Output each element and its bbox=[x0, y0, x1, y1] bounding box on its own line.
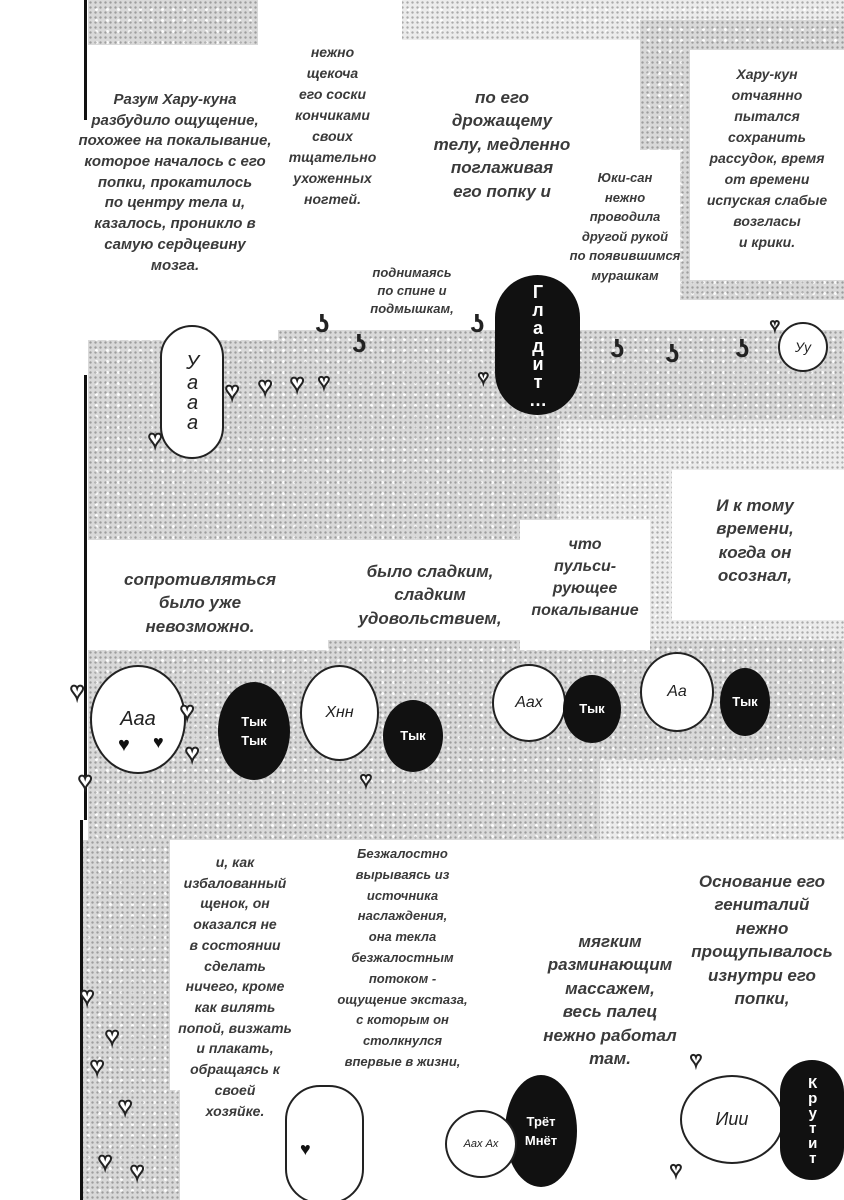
sfx-bubble-gladit: Гладит… bbox=[495, 275, 580, 415]
caption-po-ego: по его дрожащему телу, медленно поглаживая его попку и bbox=[433, 88, 571, 201]
heart-icon: ♥ bbox=[118, 1093, 133, 1120]
heart-icon: ♥ bbox=[185, 740, 200, 767]
heart-icon: ♥ bbox=[770, 317, 780, 334]
sfx-bubble-uaaa: Уааа bbox=[160, 325, 224, 459]
squiggle-mark: ʖ bbox=[610, 333, 625, 363]
squiggle-mark: ʖ bbox=[665, 338, 680, 368]
caption-nezhno: нежно щекоча его соски кончиками своих тщательно ухоженных ногтей. bbox=[288, 44, 377, 207]
sfx-bubble-aa: Аа bbox=[640, 652, 714, 732]
heart-icon: ♥ bbox=[478, 367, 489, 387]
heart-icon: ♥ bbox=[105, 1023, 120, 1050]
heart-icon: ♥ bbox=[225, 378, 240, 405]
heart-icon: ♥ bbox=[118, 734, 130, 756]
sfx-bubble-aah: Аах bbox=[492, 664, 566, 742]
caption-razum: Разум Хару-куна разбудило ощущение, похожее на покалывание, которое началось с его попки, прокатилось по центру тела и, казалось, проникло в самую сердцевину мозга. bbox=[78, 91, 272, 274]
screentone-top-left bbox=[88, 0, 258, 45]
heart-icon: ♥ bbox=[360, 769, 372, 791]
panel-border-left-mid bbox=[84, 375, 87, 820]
caption-chto: что пульси- рующее покалывание bbox=[531, 536, 639, 620]
heart-icon: ♥ bbox=[90, 1053, 105, 1080]
heart-icon: ♥ bbox=[180, 698, 195, 725]
sfx-bubble-hnn: Хнн bbox=[300, 665, 379, 761]
caption-myagkim: мягким разминающим массажем, весь палец нежно работал там. bbox=[543, 932, 677, 1069]
sfx-bubble-tryot-mnyot: Трёт Мнёт bbox=[505, 1075, 577, 1187]
heart-icon: ♥ bbox=[130, 1158, 145, 1185]
caption-i-k-tomu: И к тому времени, когда он осознал, bbox=[716, 496, 794, 586]
caption-haru: Хару-кун отчаянно пытался сохранить рассудок, время от времени испуская слабые возгласы и крики. bbox=[706, 66, 828, 250]
heart-icon: ♥ bbox=[70, 678, 85, 705]
caption-bylo: было сладким, сладким удовольствием, bbox=[358, 562, 502, 628]
sfx-bubble-tyk-2: Тык bbox=[563, 675, 621, 743]
caption-yuki: Юки-сан нежно проводила другой рукой по появившимся мурашкам bbox=[569, 170, 681, 283]
heart-icon: ♥ bbox=[290, 370, 305, 397]
caption-osnovanie: Основание его гениталий нежно прощупывалось изнутри его попки, bbox=[691, 872, 833, 1009]
squiggle-mark: ʖ bbox=[315, 308, 330, 338]
sfx-bubble-iii: Иии bbox=[680, 1075, 784, 1164]
heart-icon: ♥ bbox=[78, 768, 93, 795]
sfx-bubble-tyk-3: Тык bbox=[720, 668, 770, 736]
caption-soprot: сопротивляться было уже невозможно. bbox=[123, 570, 277, 636]
sfx-bubble-uu: Уу bbox=[778, 322, 828, 372]
sfx-bubble-tyk-1: Тык bbox=[383, 700, 443, 772]
heart-icon: ♥ bbox=[153, 732, 164, 752]
heart-icon: ♥ bbox=[300, 1139, 311, 1159]
sfx-bubble-aah-ah: Аах Ах bbox=[445, 1110, 517, 1178]
heart-icon: ♥ bbox=[318, 371, 330, 393]
squiggle-mark: ʖ bbox=[470, 308, 485, 338]
sfx-bubble-krutit: Крутит bbox=[780, 1060, 844, 1180]
heart-icon: ♥ bbox=[258, 373, 273, 400]
heart-icon: ♥ bbox=[690, 1049, 702, 1071]
heart-icon: ♥ bbox=[80, 983, 95, 1010]
heart-icon: ♥ bbox=[670, 1159, 682, 1181]
sfx-bubble-aaa: Ааа bbox=[90, 665, 186, 774]
caption-bezzh: Безжалостно вырываясь из источника наслаждения, она текла безжалостным потоком - ощущение экстаза, с которым он столкнулся впервые в жизни, bbox=[337, 846, 468, 1069]
squiggle-mark: ʖ bbox=[352, 328, 367, 358]
heart-icon: ♥ bbox=[98, 1148, 113, 1175]
sfx-bubble-tyk-tyk: Тык Тык bbox=[218, 682, 290, 780]
heart-icon: ♥ bbox=[148, 426, 163, 453]
squiggle-mark: ʖ bbox=[735, 333, 750, 363]
caption-podnimayas: поднимаясь по спине и подмышкам, bbox=[370, 265, 454, 317]
sfx-bubble-tall bbox=[285, 1085, 364, 1200]
panel-border-left-bottom bbox=[80, 820, 83, 1200]
caption-i-kak: и, как избалованный щенок, он оказался не в состоянии сделать ничего, кроме как вилять попой, визжать и плакать, обращаясь к своей хозяйке. bbox=[178, 854, 292, 1119]
